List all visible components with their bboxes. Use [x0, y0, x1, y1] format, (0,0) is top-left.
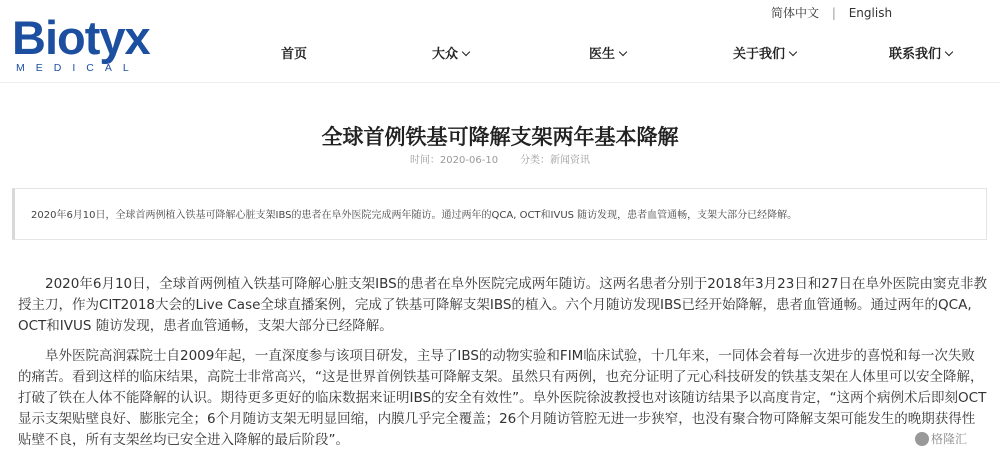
nav-item-about[interactable] [733, 47, 796, 63]
language-switcher [771, 6, 892, 20]
nav-item-label: 联系我们 [889, 47, 942, 62]
nav-item-home[interactable] [281, 47, 307, 63]
nav-item-label: 大众 [432, 47, 459, 62]
nav-item-label: 关于我们 [733, 47, 786, 62]
watermark-logo-icon [915, 432, 929, 446]
chevron-down-icon [789, 48, 797, 56]
article-summary-box [12, 188, 987, 240]
site-header [0, 0, 1000, 82]
chevron-down-icon [945, 48, 953, 56]
nav-item-public[interactable] [432, 47, 469, 63]
brand-logo[interactable] [12, 11, 172, 74]
brand-logo-subtext: MEDICAL [16, 62, 140, 74]
lang-chinese-link[interactable]: 简体中文 [771, 6, 820, 20]
article-body [18, 274, 988, 460]
article-title: 全球首例铁基可降解支架两年基本降解 [321, 125, 679, 150]
chevron-down-icon [619, 48, 627, 56]
lang-english-link[interactable]: English [848, 6, 893, 20]
brand-logo-text: Biotyx [12, 11, 150, 64]
article-summary: 2020年6月10日，全球首两例植入铁基可降解心脏支架IBS的患者在阜外医院完成两年随访。通过两年的QCA, OCT和IVUS 随访发现，患者血管通畅，支架大部分已经降解。 [31, 210, 798, 221]
nav-item-label: 医生 [589, 47, 616, 62]
watermark [915, 430, 967, 447]
article-category: 分类：新闻资讯 [520, 155, 591, 166]
nav-item-label: 首页 [281, 47, 308, 62]
nav-item-contact[interactable] [889, 47, 952, 63]
article-paragraph: 阜外医院高润霖院士自2009年起，一直深度参与该项目研发，主导了IBS的动物实验和FIM临床试验，十几年来，一同体会着每一次进步的喜悦和每一次失败的痛苦。看到这样的临床结果，高院士非常高兴，“这是世界首例铁基可降解支架。虽然只有两例，也充分证明了元心科技研发的铁基支架在人体里可以安全降解，打破了铁在人体不能降解的认识。期待更多更好的临床数据来证明IBS的安全有效性”。阜外医院徐波教授也对该随访结果予以高度肯定，“这两个病例术后即刻OCT显示支架贴壁良好、膨胀完全；6个月随访支架无明显回缩，内膜几乎完全覆盖；26个月随访管腔无进一步狭窄，也没有聚合物可降解支架可能发生的晚期获得性贴壁不良，所有支架丝均已安全进入降解的最后阶段”。 [18, 348, 987, 448]
header-divider [0, 82, 1000, 83]
article-date: 时间：2020-06-10 [409, 155, 499, 166]
article-paragraph: 2020年6月10日，全球首两例植入铁基可降解心脏支架IBS的患者在阜外医院完成两年随访。这两名患者分别于2018年3月23日和27日在阜外医院由窦克非教授主刀，作为CIT2018大会的Live Case全球直播案例，完成了铁基可降解支架IBS的植入。六个月随访发现IBS已经开始降解，患者血管通畅。通过两年的QCA, OCT和IVUS 随访发现，患者血管通畅，支架大部分已经降解。 [18, 276, 987, 334]
chevron-down-icon [462, 48, 470, 56]
article-meta [0, 155, 1000, 167]
lang-separator: | [831, 6, 836, 20]
watermark-text: 格隆汇 [931, 432, 968, 446]
nav-item-doctors[interactable] [589, 47, 626, 63]
